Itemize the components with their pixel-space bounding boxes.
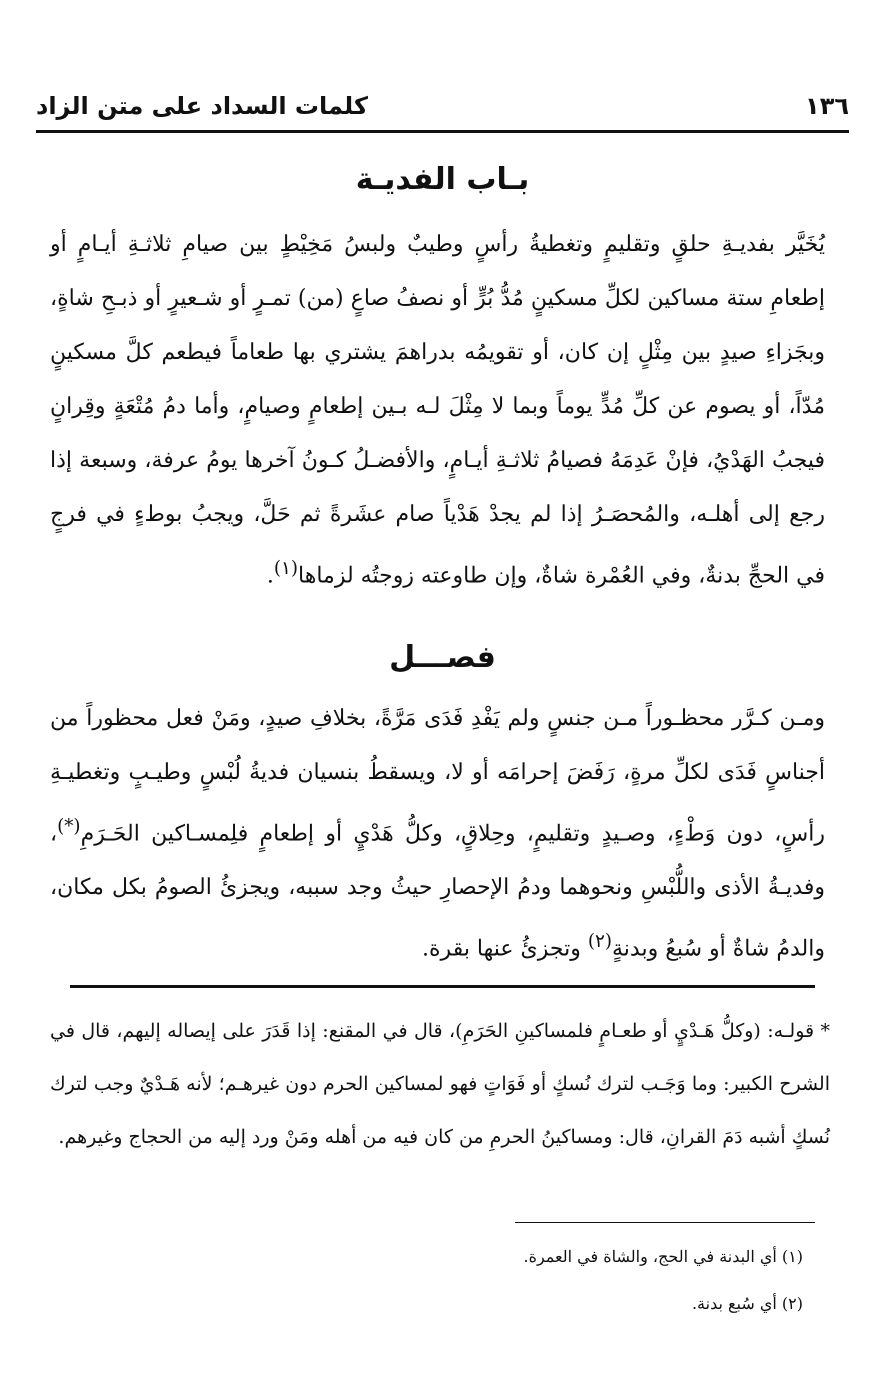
page-number: ١٣٦: [805, 92, 849, 120]
footnote-1: (١) أي البدنة في الحج، والشاة في العمرة.: [523, 1247, 803, 1266]
chapter-text: يُخَيَّر بفديـةِ حلقٍ وتقليمٍ وتغطيةُ رأسٍ وطيبٌ ولبسُ مَخِيْطٍ بين صيامِ ثلاثـةِ أيـامٍ أو إطعامِ ستة مساكين لكلِّ مسكينٍ مُدُّ بُرٍّ أو نصفُ صاعٍ (من) تمـرٍ أو شـعيرٍ أو ذبـحِ شاةٍ، وبجَزاءِ صيدٍ بين مِثْلٍ إن كان، أو تقويمُه بدراهمَ يشتري بها طعاماً فيطعم كلَّ مسكينٍ مُدّاً، أو يصوم عن كلِّ مُدٍّ يوماً وبما لا مِثْلَ لـه بـين إطعامٍ وصيامٍ، وأما دمُ مُتْعَةٍ وقِرانٍ فيجبُ الهَدْيُ، فإنْ عَدِمَهُ فصيامُ ثلاثـةِ أيـامٍ، والأفضـلُ كـونُ آخرها يومُ عرفة، وسبعة إذا رجع إلى أهلـه، والمُحصَـرُ إذا لم يجدْ هَدْياً صام عشَرةً ثم حَلَّ، ويجبُ بوطءٍ في فرجٍ في الحجِّ بدنةٌ، وفي العُمْرة شاةٌ، وإن طاوعته زوجتُه لزماها: [50, 232, 825, 589]
commentary-divider: [70, 985, 815, 988]
section-text-3: وتجزئُ عنها بقرة.: [422, 936, 588, 962]
chapter-body: [50, 218, 825, 603]
footnotes: [100, 1233, 803, 1327]
footnote-2: (٢) أي سُبع بدنة.: [691, 1294, 803, 1313]
footnote-ref-1: (١): [273, 558, 299, 579]
header-rule: [36, 130, 849, 133]
running-header: [36, 86, 849, 126]
chapter-title: بـاب الفديـة: [355, 162, 530, 197]
section-text-2: ، وفديـةُ الأذى واللُّبْسِ ونحوهما ودمُ الإحصارِ حيثُ وجد سببه، ويجزئُ الصومُ بكل مكان، والدمُ شاةٌ أو سُبعُ وبدنةٍ: [50, 821, 825, 962]
star-ref: (*): [57, 816, 81, 837]
period: .: [266, 563, 274, 589]
section-text-1: ومـن كـرَّر محظـوراً مـن جنسٍ ولم يَفْدِ فَدَى مَرَّةً، بخلافِ صيدٍ، ومَنْ فعل محظوراً من أجناسٍ فَدَى لكلِّ مرةٍ، رَفَضَ إحرامَه أو لا، ويسقطُ بنسيان فديةُ لُبْسٍ وطيـبٍ وتغطيـةِ رأسٍ، دون وَطْءٍ، وصـيدٍ وتقليمٍ، وحِلاقٍ، وكلُّ هَدْيٍ أو إطعامٍ فلِمسـاكين الحَـرَمِ: [50, 706, 825, 847]
section-body: [50, 692, 825, 977]
book-title: كلمات السداد على متن الزاد: [36, 92, 368, 120]
footnote-divider: [515, 1222, 815, 1223]
section-title: فصـــل: [389, 640, 496, 675]
footnote-ref-2: (٢): [587, 931, 613, 953]
commentary-note: * قولـه: (وكلُّ هَـدْيٍ أو طعـامٍ فلمساكينِ الحَرَمِ)، قال في المقنع: إذا قَدَرَ على إيصاله إليهم، قال في الشرح الكبير: وما وَجَـب لترك نُسكٍ أو فَوَاتٍ فهو لمساكين الحرم دون غيرهـم؛ لأنه هَـدْيٌ وجب لترك نُسكٍ أشبه دَمَ القرانِ، قال: ومساكينُ الحرمِ من كان فيه من أهله ومَنْ ورد إليه من الحجاج وغيرهم.: [50, 1020, 830, 1148]
